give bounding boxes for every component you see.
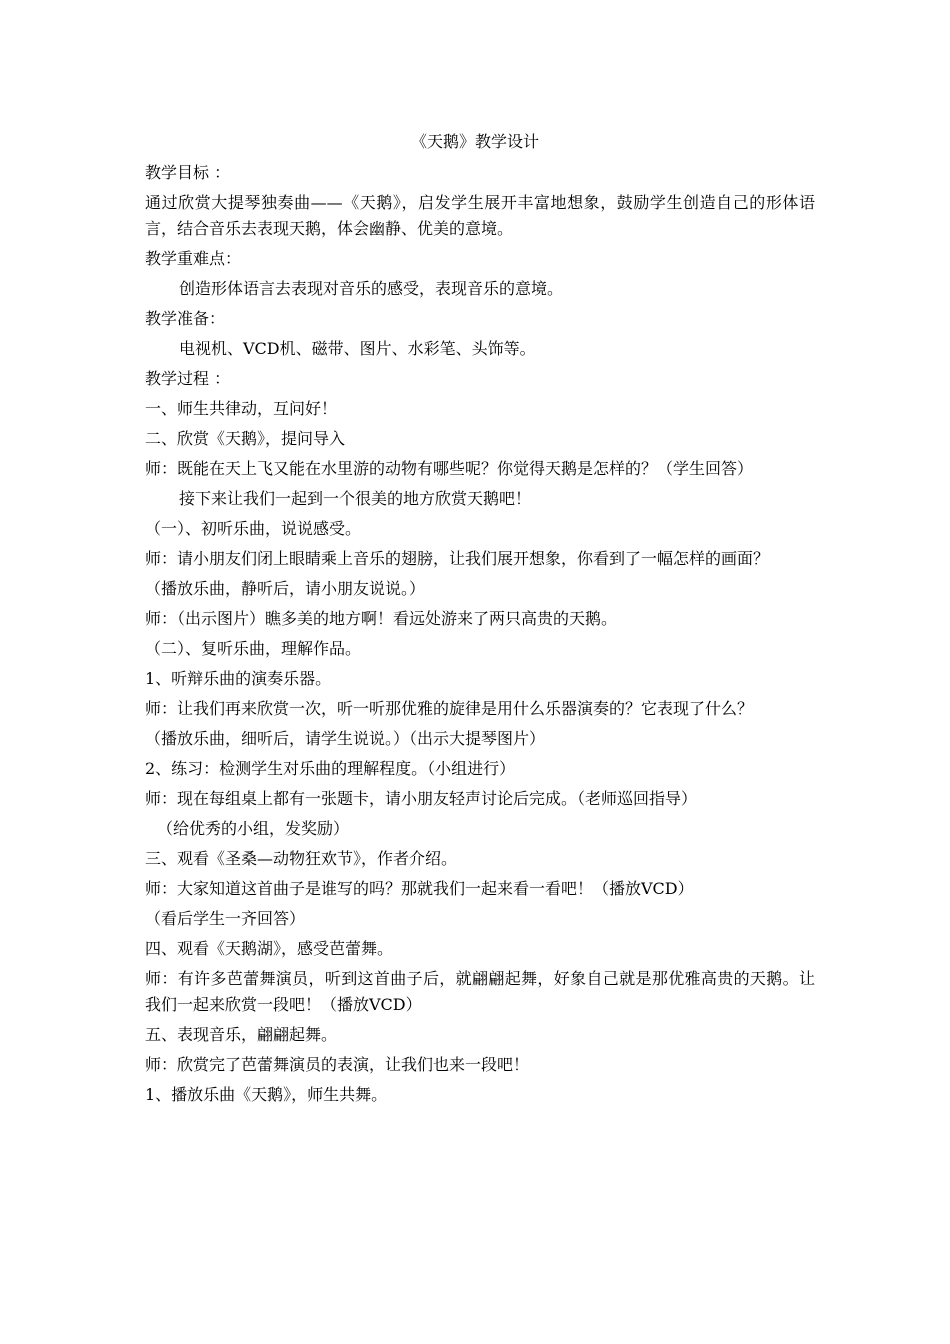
paragraph: （给优秀的小组，发奖励） xyxy=(157,819,350,838)
paragraph: 师：让我们再来欣赏一次，听一听那优雅的旋律是用什么乐器演奏的？它表现了什么？ xyxy=(145,699,754,718)
paragraph: 通过欣赏大提琴独奏曲——《天鹅》，启发学生展开丰富地想象，鼓励学生创造自己的形体语言，结合音乐去表现天鹅，体会幽静、优美的意境。 xyxy=(145,193,815,238)
paragraph: 教学目标 ： xyxy=(145,163,231,182)
paragraph: 师：有许多芭蕾舞演员，听到这首曲子后，就翩翩起舞，好象自己就是那优雅高贵的天鹅。让我们一起来欣赏一段吧！（播放VCD） xyxy=(145,969,815,1014)
paragraph: 师：（出示图片）瞧多美的地方啊！看远处游来了两只高贵的天鹅。 xyxy=(145,609,618,628)
paragraph: 五、表现音乐，翩翩起舞。 xyxy=(145,1025,338,1044)
paragraph: （二）、复听乐曲，理解作品。 xyxy=(145,639,362,658)
document-title: 《天鹅》教学设计 xyxy=(410,132,539,151)
paragraph: 师：现在每组桌上都有一张题卡，请小朋友轻声讨论后完成。（老师巡回指导） xyxy=(145,789,698,808)
paragraph: 教学准备： xyxy=(145,309,226,328)
paragraph: 二、欣赏《天鹅》，提问导入 xyxy=(145,429,346,448)
paragraph: 一、师生共律动，互问好！ xyxy=(145,399,338,418)
paragraph: 1、听辩乐曲的演奏乐器。 xyxy=(145,669,332,688)
paragraph: （一）、初听乐曲，说说感受。 xyxy=(145,519,362,538)
paragraph: 2、练习：检测学生对乐曲的理解程度。（小组进行） xyxy=(145,759,516,778)
paragraph: 师：欣赏完了芭蕾舞演员的表演，让我们也来一段吧！ xyxy=(145,1055,530,1074)
paragraph: 电视机、VCD机、磁带、图片、水彩笔、头饰等。 xyxy=(179,339,536,358)
paragraph: 接下来让我们一起到一个很美的地方欣赏天鹅吧！ xyxy=(179,489,532,508)
paragraph: 创造形体语言去表现对音乐的感受，表现音乐的意境。 xyxy=(179,279,564,298)
document-body xyxy=(145,160,815,1112)
paragraph: 师：请小朋友们闭上眼睛乘上音乐的翅膀，让我们展开想象，你看到了一幅怎样的画面？ xyxy=(145,549,770,568)
paragraph: （播放乐曲，细听后，请学生说说。）（出示大提琴图片） xyxy=(145,729,546,748)
paragraph: 师：既能在天上飞又能在水里游的动物有哪些呢？你觉得天鹅是怎样的？（学生回答） xyxy=(145,459,754,478)
paragraph: （播放乐曲，静听后，请小朋友说说。） xyxy=(145,579,426,598)
paragraph: 教学过程 ： xyxy=(145,369,231,388)
paragraph: （看后学生一齐回答） xyxy=(145,909,306,928)
paragraph: 教学重难点： xyxy=(145,249,242,268)
paragraph: 三、观看《圣桑—动物狂欢节》，作者介绍。 xyxy=(145,849,458,868)
paragraph: 师：大家知道这首曲子是谁写的吗？那就我们一起来看一看吧！（播放VCD） xyxy=(145,879,694,898)
paragraph: 四、观看《天鹅湖》，感受芭蕾舞。 xyxy=(145,939,394,958)
paragraph: 1、播放乐曲《天鹅》，师生共舞。 xyxy=(145,1085,388,1104)
